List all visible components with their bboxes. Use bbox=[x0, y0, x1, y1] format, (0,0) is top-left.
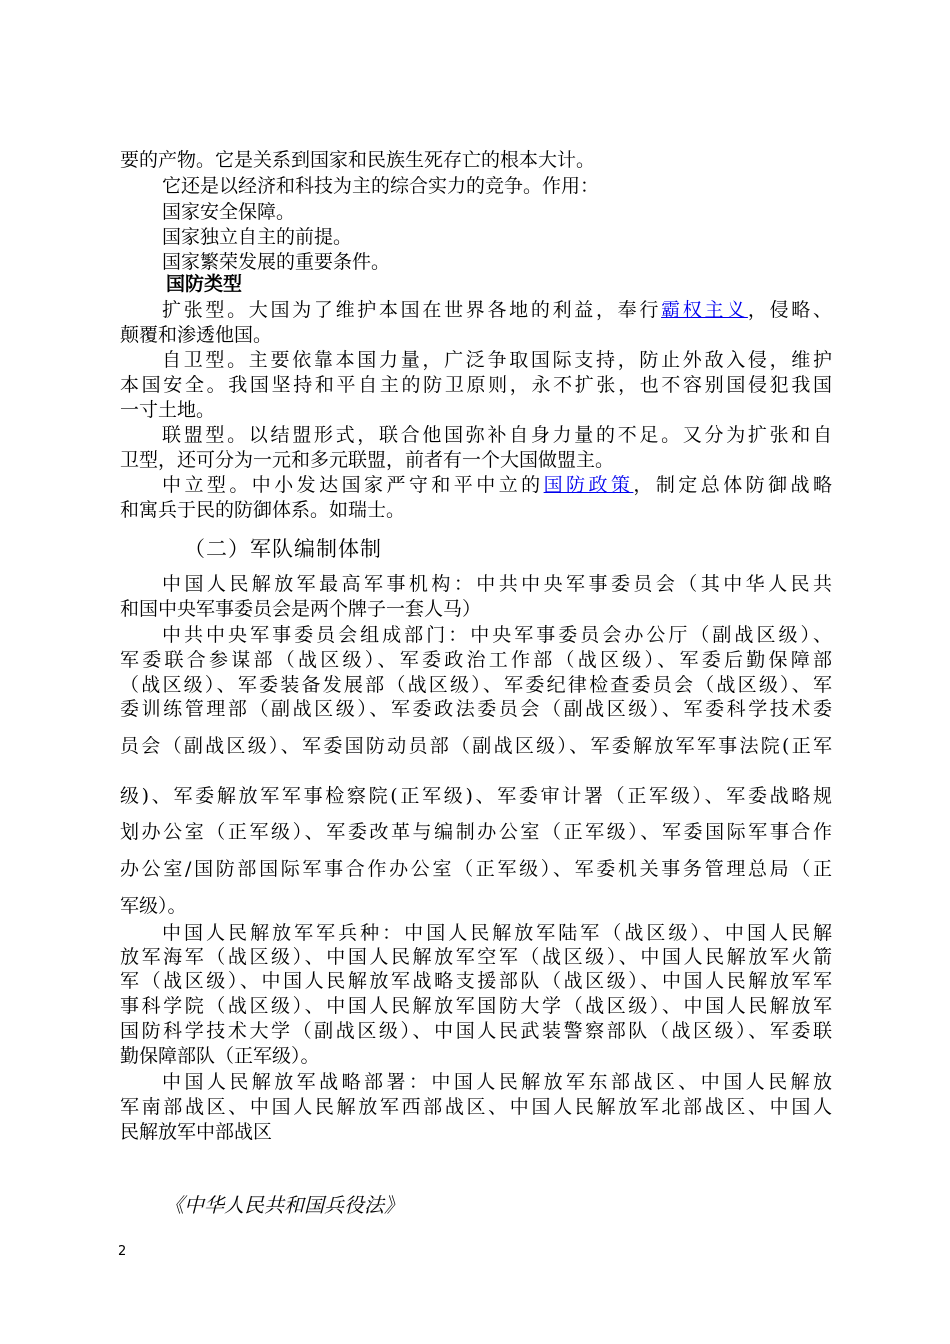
text-line: 办公室/国防部国际军事合作办公室（正军级）、军委机关事务管理总局（正 bbox=[120, 858, 832, 880]
italic-title-military-service-law: 《中华人民共和国兵役法》 bbox=[164, 1193, 404, 1217]
text-span: 扩张型。大国为了维护本国在世界各地的利益，奉行 bbox=[162, 299, 662, 321]
text-line: 军级）。 bbox=[120, 895, 187, 917]
text-line: 中国人民解放军最高军事机构：中共中央军事委员会（其中华人民共 bbox=[162, 573, 832, 595]
text-line: （战区级）、军委装备发展部（战区级）、军委纪律检查委员会（战区级）、军 bbox=[120, 674, 832, 696]
text-line: 国防科学技术大学（副战区级）、中国人民武装警察部队（战区级）、军委联 bbox=[120, 1020, 832, 1042]
text-line: 委训练管理部（副战区级）、军委政法委员会（副战区级）、军委科学技术委 bbox=[120, 698, 832, 720]
link-hegemonism[interactable]: 霸权主义 bbox=[661, 299, 748, 321]
text-line: 事科学院（战区级）、中国人民解放军国防大学（战区级）、中国人民解放军 bbox=[120, 995, 832, 1017]
text-line bbox=[162, 298, 832, 322]
text-line: 卫型，还可分为一元和多元联盟，前者有一个大国做盟主。 bbox=[120, 449, 615, 471]
text-line: 民解放军中部战区 bbox=[120, 1121, 273, 1143]
text-line: 本国安全。我国坚持和平自主的防卫原则，永不扩张，也不容别国侵犯我国 bbox=[120, 374, 832, 396]
text-line: 员会（副战区级）、军委国防动员部（副战区级）、军委解放军军事法院(正军 bbox=[120, 735, 832, 757]
page-number: 2 bbox=[118, 1244, 127, 1259]
text-line: 军（战区级）、中国人民解放军战略支援部队（战区级）、中国人民解放军军 bbox=[120, 970, 832, 992]
text-line: 和国中央军事委员会是两个牌子一套人马） bbox=[120, 598, 482, 620]
text-span: 中立型。中小发达国家严守和平中立的 bbox=[162, 474, 544, 496]
text-line: 中国人民解放军军兵种：中国人民解放军陆军（战区级）、中国人民解 bbox=[162, 922, 832, 944]
text-line: 一寸土地。 bbox=[120, 399, 216, 421]
text-line: 军南部战区、中国人民解放军西部战区、中国人民解放军北部战区、中国人 bbox=[120, 1096, 832, 1118]
text-line: 划办公室（正军级）、军委改革与编制办公室（正军级）、军委国际军事合作 bbox=[120, 821, 832, 843]
text-line: 要的产物。它是关系到国家和民族生死存亡的根本大计。 bbox=[120, 149, 596, 171]
link-defense-policy[interactable]: 国防政策 bbox=[543, 474, 634, 496]
text-line: 联盟型。以结盟形式，联合他国弥补自身力量的不足。又分为扩张和自 bbox=[162, 424, 832, 446]
text-line: 军委联合参谋部（战区级）、军委政治工作部（战区级）、军委后勤保障部 bbox=[120, 649, 832, 671]
text-line bbox=[162, 473, 832, 497]
text-line: 和寓兵于民的防御体系。如瑞士。 bbox=[120, 499, 406, 521]
heading-section-2: （二）军队编制体制 bbox=[184, 537, 382, 561]
text-span: ，侵略、 bbox=[747, 299, 832, 321]
text-line: 放军海军（战区级）、中国人民解放军空军（战区级）、中国人民解放军火箭 bbox=[120, 946, 832, 968]
text-line: 国家繁荣发展的重要条件。 bbox=[162, 251, 391, 273]
text-line: 颠覆和渗透他国。 bbox=[120, 324, 273, 346]
text-line: 中共中央军事委员会组成部门：中央军事委员会办公厅（副战区级）、 bbox=[162, 624, 832, 646]
text-line: 国家独立自主的前提。 bbox=[162, 226, 353, 248]
text-line: 国家安全保障。 bbox=[162, 201, 296, 223]
text-line: 自卫型。主要依靠本国力量，广泛争取国际支持，防止外敌入侵，维护 bbox=[162, 349, 832, 371]
text-line: 中国人民解放军战略部署：中国人民解放军东部战区、中国人民解放 bbox=[162, 1071, 832, 1093]
text-line: 级)、军委解放军军事检察院(正军级)、军委审计署（正军级）、军委战略规 bbox=[120, 785, 832, 807]
text-span: ，制定总体防御战略 bbox=[633, 474, 832, 496]
text-line: 它还是以经济和科技为主的综合实力的竞争。作用： bbox=[162, 175, 600, 197]
text-line: 勤保障部队（正军级）。 bbox=[120, 1045, 320, 1067]
heading-defense-types: 国防类型 bbox=[166, 273, 243, 295]
